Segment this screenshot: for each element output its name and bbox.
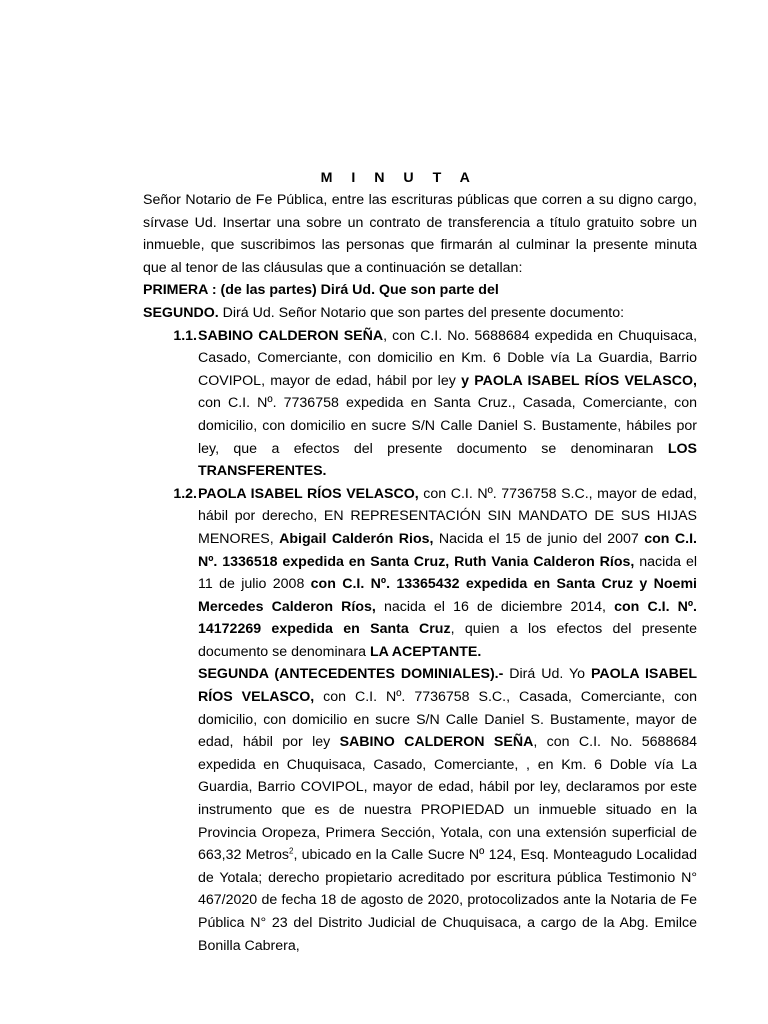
party-item-2 (143, 483, 697, 664)
item-2-text: PAOLA ISABEL RÍOS VELASCO, con C.I. Nº. 7736758 S.C., mayor de edad, hábil por derecho, EN REPRESENTACIÓN SIN MANDATO DE SUS HIJAS MENORES, Abigail Calderón Rios, Nacida el 15 de junio del 2007 con C.I. Nº. 1336518 expedida en Santa Cruz, Ruth Vania Calderon Ríos, nacida el 11 de julio 2008 con C.I. Nº. 13365432 expedida en Santa Cruz y Noemi Mercedes Calderon Ríos, nacida el 16 de diciembre 2014, con C.I. Nº. 14172269 expedida en Santa Cruz, quien a los efectos del presente documento se denominara LA ACEPTANTE. (198, 485, 698, 660)
segundo-paragraph: SEGUNDO. Dirá Ud. Señor Notario que son partes del presente documento: (143, 304, 625, 321)
item-number: 1.1. (173, 327, 197, 344)
party-item-1 (143, 325, 697, 483)
segundo-label: SEGUNDO. (143, 304, 219, 321)
item-1-text: SABINO CALDERON SEÑA, con C.I. No. 5688684 expedida en Chuquisaca, Casado, Comerciante, con domicilio en Km. 6 Doble vía La Guardia, Barrio COVIPOL, mayor de edad, hábil por ley y PAOLA ISABEL RÍOS VELASCO, con C.I. Nº. 7736758 expedida en Santa Cruz., Casada, Comerciante, con domicilio, con domicilio en sucre S/N Calle Daniel S. Bustamente, hábiles por ley, que a efectos del presente documento se denominaran LOS TRANSFERENTES. (198, 327, 698, 480)
superscript-two: 2 (289, 846, 294, 856)
item-number: 1.2. (173, 485, 197, 502)
document-title: M I N U T A (320, 170, 478, 186)
document-body (143, 189, 697, 957)
clause-segunda: SEGUNDA (ANTECEDENTES DOMINIALES).- Dirá Ud. Yo PAOLA ISABEL RÍOS VELASCO, con C.I. Nº. 7736758 S.C., Casada, Comerciante, con domicilio, con domicilio en sucre S/N Calle Daniel S. Bustamente, mayor de edad, hábil por ley SABINO CALDERON SEÑA, con C.I. No. 5688684 expedida en Chuquisaca, Casado, Comerciante, , en Km. 6 Doble vía La Guardia, Barrio COVIPOL, mayor de edad, hábil por ley, declaramos por este instrumento que es de nuestra PROPIEDAD un inmueble situado en la Provincia Oropeza, Primera Sección, Yotala, con una extensión superficial de 663,32 Metros$^2$, ubicado en la Calle Sucre Nº 124, Esq. Monteagudo Localidad de Yotala; derecho propietario acreditado por escritura pública Testimonio N° 467/2020 de fecha 18 de agosto de 2020, protocolizados ante la Notaria de Fe Pública N° 23 del Distrito Judicial de Chuquisaca, a cargo de la Abg. Emilce Bonilla Cabrera, (198, 666, 698, 954)
clause-primera-heading: PRIMERA : (de las partes) Dirá Ud. Que son parte del (143, 282, 499, 299)
intro-paragraph: Señor Notario de Fe Pública, entre las escrituras públicas que corren a su digno cargo, sírvase Ud. Insertar una sobre un contrato de transferencia a título gratuito sobre un inmueble, que suscribimos las personas que firmarán al culminar la presente minuta que al tenor de las cláusulas que a continuación se detallan: (143, 192, 697, 276)
